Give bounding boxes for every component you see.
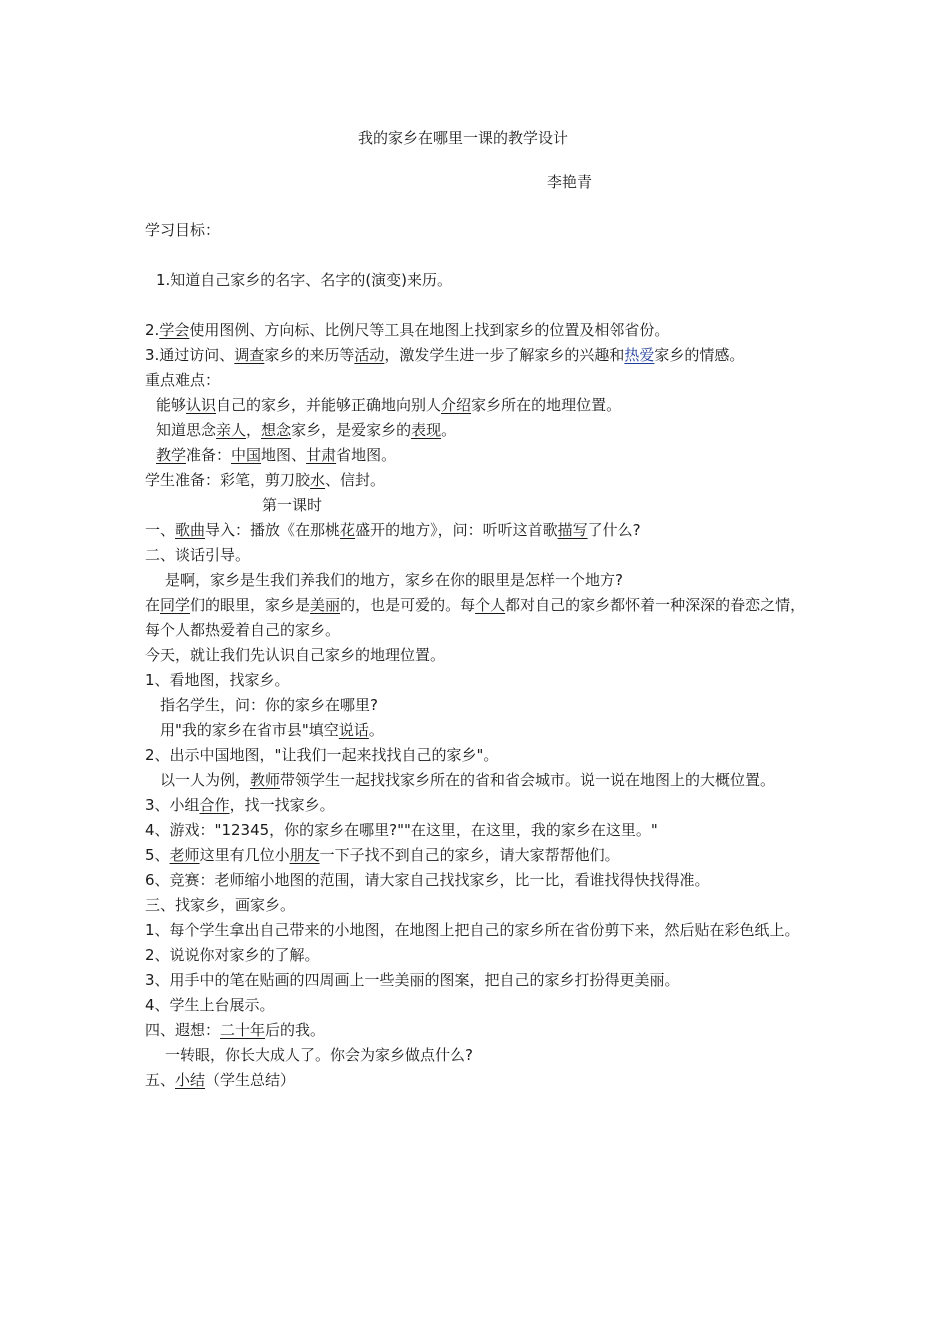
term-link[interactable]: 调查	[234, 346, 265, 364]
difficulty-1: 能够认识自己的家乡，并能够正确地向别人介绍家乡所在的地理位置。	[156, 396, 622, 414]
activity-1: 1、看地图，找家乡。	[145, 671, 290, 689]
section-2-paragraph: 在同学们的眼里，家乡是美丽的，也是可爱的。每个人都对自己的家乡都怀着一种深深的眷恋之情，每个人都热爱着自己的家乡。	[145, 596, 806, 639]
activity-3: 3、小组合作，找一找家乡。	[145, 796, 335, 814]
term-link[interactable]: 活动	[354, 346, 385, 364]
activity-2: 2、出示中国地图，"让我们一起来找找自己的家乡"。	[145, 746, 499, 764]
term-link[interactable]: 表现	[411, 421, 442, 439]
term-link[interactable]: 甘肃	[306, 446, 337, 464]
step-3: 3、用手中的笔在贴画的四周画上一些美丽的图案，把自己的家乡打扮得更美丽。	[145, 971, 680, 989]
section-4: 四、遐想：二十年后的我。	[145, 1021, 326, 1039]
term-link[interactable]: 老师	[169, 846, 200, 864]
section-2: 二、谈话引导。	[145, 546, 251, 564]
term-link[interactable]: 想念	[261, 421, 292, 439]
student-prep: 学生准备：彩笔，剪刀胶水、信封。	[145, 471, 386, 489]
term-link[interactable]: 说话	[338, 721, 369, 739]
term-link[interactable]: 花	[340, 521, 356, 539]
step-2: 2、说说你对家乡的了解。	[145, 946, 320, 964]
document-title: 我的家乡在哪里一课的教学设计	[357, 129, 568, 147]
lesson-heading: 第一课时	[262, 496, 323, 514]
term-link[interactable]: 教师	[250, 771, 281, 789]
activity-6: 6、竞赛：老师缩小地图的范围，请大家自己找找家乡，比一比，看谁找得快找得准。	[145, 871, 710, 889]
term-link[interactable]: 二十年	[220, 1021, 266, 1039]
activity-4: 4、游戏："12345，你的家乡在哪里?""在这里，在这里，我的家乡在这里。"	[145, 821, 658, 839]
difficulty-heading: 重点难点：	[145, 371, 221, 389]
objective-3: 3.通过访问、调查家乡的来历等活动，激发学生进一步了解家乡的兴趣和热爱家乡的情感。	[145, 346, 745, 364]
term-link[interactable]: 学会	[159, 321, 190, 339]
term-link[interactable]: 小结	[175, 1071, 206, 1089]
term-link[interactable]: 教学	[156, 446, 187, 464]
step-1: 1、每个学生拿出自己带来的小地图，在地图上把自己的家乡所在省份剪下来，然后贴在彩色纸上。	[145, 921, 800, 939]
activity-1-detail: 指名学生，问：你的家乡在哪里?	[160, 696, 378, 714]
term-link[interactable]: 亲人	[216, 421, 247, 439]
term-link[interactable]: 水	[310, 471, 326, 489]
step-4: 4、学生上台展示。	[145, 996, 275, 1014]
document-body	[145, 218, 810, 1093]
activity-1-detail: 用"我的家乡在省市县"填空说话。	[160, 721, 384, 739]
term-link[interactable]: 歌曲	[175, 521, 206, 539]
section-5: 五、小结（学生总结）	[145, 1071, 296, 1089]
activity-2-detail: 以一人为例，教师带领学生一起找找家乡所在的省和省会城市。说一说在地图上的大概位置。	[160, 771, 776, 789]
section-3: 三、找家乡，画家乡。	[145, 896, 296, 914]
objective-2: 2.学会使用图例、方向标、比例尺等工具在地图上找到家乡的位置及相邻省份。	[145, 321, 670, 339]
teacher-prep: 教学准备：中国地图、甘肃省地图。	[156, 446, 397, 464]
objective-1: 1.知道自己家乡的名字、名字的(演变)来历。	[156, 271, 453, 289]
difficulty-2: 知道思念亲人，想念家乡，是爱家乡的表现。	[156, 421, 457, 439]
term-link[interactable]: 朋友	[289, 846, 320, 864]
term-link[interactable]: 认识	[186, 396, 217, 414]
section-4-detail: 一转眼，你长大成人了。你会为家乡做点什么?	[165, 1046, 473, 1064]
term-link[interactable]: 中国	[231, 446, 262, 464]
term-link[interactable]: 个人	[475, 596, 506, 614]
author-name: 李艳青	[547, 173, 593, 191]
term-link[interactable]: 描写	[557, 521, 588, 539]
term-link[interactable]: 合作	[199, 796, 230, 814]
section-1: 一、歌曲导入：播放《在那桃花盛开的地方》，问：听听这首歌描写了什么?	[145, 521, 641, 539]
objectives-heading: 学习目标：	[145, 221, 221, 239]
term-link[interactable]: 介绍	[441, 396, 472, 414]
term-link[interactable]: 热爱	[624, 346, 655, 364]
section-2-paragraph: 今天，就让我们先认识自己家乡的地理位置。	[145, 646, 446, 664]
term-link[interactable]: 同学	[160, 596, 191, 614]
section-2-paragraph: 是啊，家乡是生我们养我们的地方，家乡在你的眼里是怎样一个地方?	[165, 571, 623, 589]
activity-5: 5、老师这里有几位小朋友一下子找不到自己的家乡，请大家帮帮他们。	[145, 846, 620, 864]
term-link[interactable]: 美丽	[310, 596, 341, 614]
